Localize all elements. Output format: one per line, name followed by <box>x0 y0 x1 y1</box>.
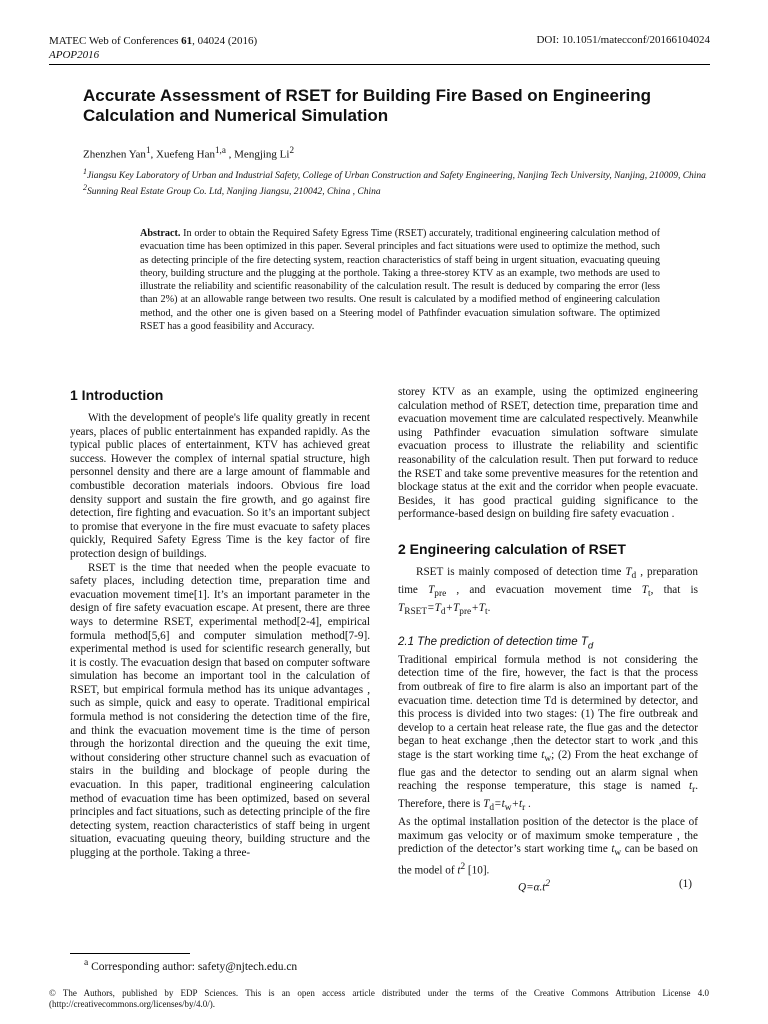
subscript: d <box>440 606 446 617</box>
symbol: =T <box>427 601 441 614</box>
symbol: +T <box>445 601 460 614</box>
author-2-affil: 1,a <box>214 145 226 155</box>
symbol: T <box>483 798 490 811</box>
subscript: RSET <box>404 606 428 617</box>
symbol: t <box>611 843 615 856</box>
affiliations <box>83 166 713 198</box>
subscript: pre <box>459 606 472 617</box>
equation-1 <box>398 878 698 895</box>
text-run: , and evacuation movement time <box>446 583 642 596</box>
subscript: d <box>489 803 495 814</box>
text-run: As the optimal installation position of the detector is the place of maximum gas velocity or of maximum smoke temperature , the prediction of the detector’s start working time <box>398 815 698 856</box>
subscript: r <box>522 803 526 814</box>
section-2-paragraph-2 <box>398 654 698 816</box>
author-2: , Xuefeng Han <box>150 148 215 161</box>
conference-name: APOP2016 <box>49 49 100 61</box>
left-column <box>70 386 370 861</box>
text-run: Traditional empirical formula method is not considering the detection time of the fire, however, the fact is that the process from outbreak of fire to fire alarm is also an important part of the evacuation time. detection time Td is determined by detector, and this process is divided into two stages: (1) The fire outbreak and develop to a certain heat release rate, the flue gas and the detector began to heat exchange ,then the detector start to work ,and this stage is the start working time <box>398 653 698 761</box>
affiliation-1-mark: 1 <box>83 167 87 176</box>
subscript: d <box>587 640 594 652</box>
author-list <box>83 145 294 161</box>
journal-name: MATEC Web of Conferences <box>49 35 182 47</box>
symbol: t <box>457 864 461 877</box>
intro-paragraph-1: With the development of people's life quality greatly in recent years, places of public entertainment has expanded rapidly. As the typical public places of entertainment, KTV has achieved great success. However the complex of internal spatial structure, high personnel density and there are a large amount of flammable and combustible decoration materials indoors. Obvious fire load density support and sustain the fire growth, and go against fire detection, fire fighting and evacuation. So it’s an important subject to promise that everyone in the fire must evacuate to safety places quickly, Required Safety Egress Time is the key factor of fire protection design of buildings. <box>70 412 370 560</box>
author-3: , Mengjing Li <box>225 148 290 161</box>
subscript: w <box>544 754 552 765</box>
intro-paragraph-2: RSET is the time that needed when the people evacuate to safety places, including detection time, preparation time and evacuation movement time[1]. It’s an important parameter in the design of fire safety evacuation escape. At present, there are three ways to determine RSET, experimental method[2-4], empirical formula method[5,6] and computer simulation method[7-9]. experimental method is used for scientific research generally, but it is costly. The evacuation design that based on computer software simulation has become an important tool in the calculation of RSET, but empirical formula method has its unique advantages , such as simple, quick and easy to operate. Traditional empirical formula method is not considering the detection time of the fire, and think the evacuation movement time is the time of person through the horizontal direction and the queuing the exit time, without considering other structure channel such as evacuation of stairs in the building and blockage of people during the evacuation. In this paper, traditional engineering calculation method of evacuation time has been optimized, based on several principles and fact situations, such as detecting principle of the fire detecting system, reaction characteristics of staff being in urgent situation, evacuating queuing theory, building structure and the plugging at the porthole. Taking a three- <box>70 561 370 859</box>
text-run: . <box>487 601 491 614</box>
subscript: t <box>484 606 488 617</box>
text-run: can be based on the model of <box>398 843 698 877</box>
subscript: w <box>614 848 622 859</box>
equation-text: Q=α.t <box>518 882 546 895</box>
doi[interactable]: DOI: 10.1051/matecconf/20166104024 <box>536 34 710 46</box>
section-2-paragraph-3 <box>398 816 698 878</box>
subscript: w <box>504 803 512 814</box>
footnote-mark: a <box>84 957 89 968</box>
article-number: , 04024 (2016) <box>192 35 258 47</box>
symbol: +t <box>511 798 523 811</box>
text-run: , that is <box>650 583 698 596</box>
section-2-paragraph-1 <box>398 566 698 619</box>
affiliation-2-mark: 2 <box>83 183 87 193</box>
volume-number: 61 <box>181 35 193 47</box>
subscript: pre <box>434 589 447 599</box>
affiliation-1 <box>83 166 713 182</box>
affiliation-2 <box>83 182 713 198</box>
author-1: Zhenzhen Yan <box>83 148 146 161</box>
symbol: T <box>625 565 632 578</box>
author-1-affil: 1 <box>145 145 151 155</box>
equation-1-expression <box>518 878 550 895</box>
text-run: ; (2) From the heat exchange of flue gas and the detector to sending out an alarm signal when reaching the response temperature, this stage is named <box>398 748 698 793</box>
section-2-heading: 2 Engineering calculation of RSET <box>398 540 626 557</box>
running-header <box>49 34 257 62</box>
footnote <box>84 957 297 973</box>
text-run: . <box>525 798 531 811</box>
subscript: t <box>648 589 651 599</box>
symbol: T <box>398 601 405 614</box>
subsection-title: 2.1 The prediction of detection time T <box>398 636 588 649</box>
equation-1-number: (1) <box>678 878 692 891</box>
abstract-text: In order to obtain the Required Safety Egress Time (RSET) accurately, traditional engineering calculation method of evacuation time has been optimized in this paper. Several principles and fact situations were used to optimize the method, such as detecting principle of the fire detecting system, reaction characteristics of staff being in urgent situation, evacuating queuing theory, building structure and the plugging at the porthole. Taking a three-storey KTV as an example, two methods are used to illustrate the reliability and scientific reasonability of the calculation result. The result is deduced by comparing the error (less than 2%) at an allowable range between two results. One result is calculated by a modified method of engineering calculation method, and the other one is given based on a Steering model of Pathfinder evacuation simulation software. The optimized RSET has a good feasibility and Accuracy. <box>140 228 660 333</box>
symbol: t <box>688 780 693 793</box>
abstract <box>140 227 660 333</box>
text-run: , preparation time <box>398 565 698 596</box>
footnote-divider <box>70 953 190 954</box>
superscript: 2 <box>545 879 551 890</box>
header-divider <box>49 64 710 65</box>
symbol: T <box>428 583 435 596</box>
footnote-text: Corresponding author: safety@njtech.edu.cn <box>88 960 298 973</box>
subscript: d <box>631 571 637 582</box>
abstract-label: Abstract. <box>140 228 181 239</box>
symbol: T <box>641 583 649 596</box>
paper-title: Accurate Assessment of RSET for Building Fire Based on Engineering Calculation and Numerical Simulation <box>83 86 652 125</box>
affiliation-1-text: Jiangsu Key Laboratory of Urban and Industrial Safety, College of Urban Construction and Safety Engineering, Nanjing Tech University, Nanjing, 210009, China <box>86 171 706 182</box>
symbol: t <box>541 748 545 761</box>
author-3-affil: 2 <box>289 145 295 155</box>
text-run: RSET is mainly composed of detection time <box>416 565 626 578</box>
text-run: . Therefore, there is <box>398 780 698 811</box>
right-column <box>398 386 698 895</box>
section-1-heading: 1 Introduction <box>70 387 164 403</box>
superscript: 2 <box>460 861 466 872</box>
subscript: r <box>692 785 696 796</box>
intro-paragraph-3: storey KTV as an example, using the optimized engineering calculation method of RSET, detection time, preparation time and evacuation movement time are calculated respectively. Meanwhile using Pathfinder evacuation simulation software simulate evacuation process to illustrate the reliability and scientific reasonability of the calculation result. Then put forward to reduce the RSET and take some preventive measures for the retention and blockage status at the exit and the corridor when people evacuate. Besides, it has good practical guiding significance to the performance-based design on building fire safety evacuation . <box>398 386 698 521</box>
license-notice: © The Authors, published by EDP Sciences. This is an open access article distributed under the terms of the Creative Commons Attribution License 4.0 (http://creativecommons.org/licenses/by/4.0/). <box>49 988 709 1009</box>
symbol: =t <box>494 798 505 811</box>
symbol: +T <box>471 601 485 614</box>
subsection-2-1-heading <box>398 635 698 653</box>
affiliation-2-text: Sunning Real Estate Group Co. Ltd, Nanjing Jiangsu, 210042, China , China <box>86 187 381 198</box>
text-run: [10]. <box>465 864 490 877</box>
